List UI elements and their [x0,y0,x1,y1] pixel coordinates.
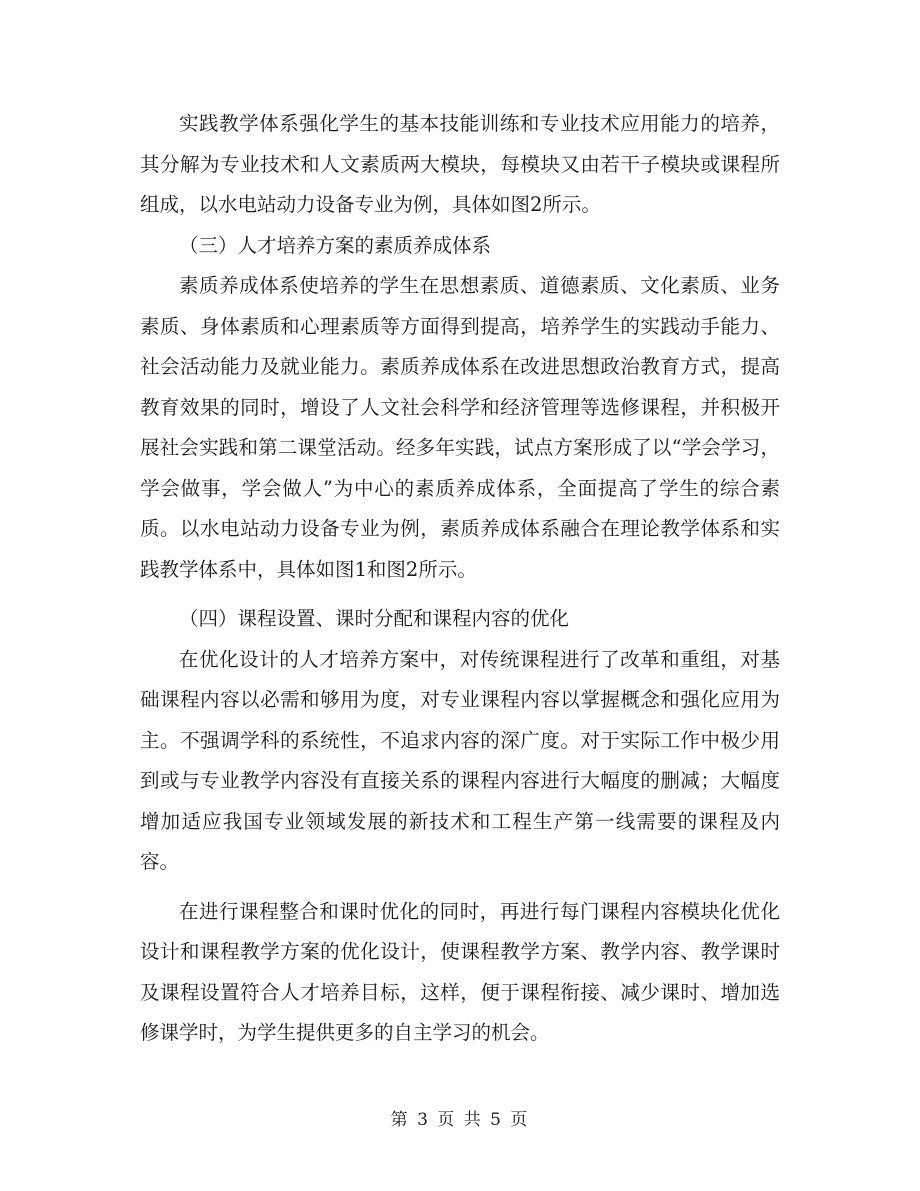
paragraph-practice-system: 实践教学体系强化学生的基本技能训练和专业技术应用能力的培养，其分解为专业技术和人文素质两大模块，每模块又由若干子模块或课程所组成，以水电站动力设备专业为例，具体如图2所示。 [140,112,780,216]
paragraph-course-optimization: 在优化设计的人才培养方案中，对传统课程进行了改革和重组，对基础课程内容以必需和够用为度，对专业课程内容以掌握概念和强化应用为主。不强调学科的系统性，不追求内容的深广度。对于实际工作中极少用到或与专业教学内容没有直接关系的课程内容进行大幅度的删减；大幅度增加适应我国专业领域发展的新技术和工程生产第一线需要的课程及内容。 [140,647,780,873]
section-heading-3: （三）人才培养方案的素质养成体系 [179,233,492,257]
paragraph-quality-system: 素质养成体系使培养的学生在思想素质、道德素质、文化素质、业务素质、身体素质和心理素质等方面得到提高，培养学生的实践动手能力、社会活动能力及就业能力。素质养成体系在改进思想政治教育方式，提高教育效果的同时，增设了人文社会科学和经济管理等选修课程，并积极开展社会实践和第二课堂活动。经多年实践，试点方案形成了以“学会学习，学会做事，学会做人”为中心的素质养成体系，全面提高了学生的综合素质。以水电站动力设备专业为例，素质养成体系融合在理论教学体系和实践教学体系中，具体如图1和图2所示。 [140,274,780,581]
paragraph-course-integration: 在进行课程整合和课时优化的同时，再进行每门课程内容模块化优化设计和课程教学方案的优化设计，使课程教学方案、教学内容、教学课时及课程设置符合人才培养目标，这样，便于课程衔接、减少课时、增加选修课学时，为学生提供更多的自主学习的机会。 [140,899,780,1044]
page-number-footer: 第 3 页 共 5 页 [390,1110,530,1130]
document-body [140,104,780,1054]
section-heading-4: （四）课程设置、课时分配和课程内容的优化 [179,607,570,630]
